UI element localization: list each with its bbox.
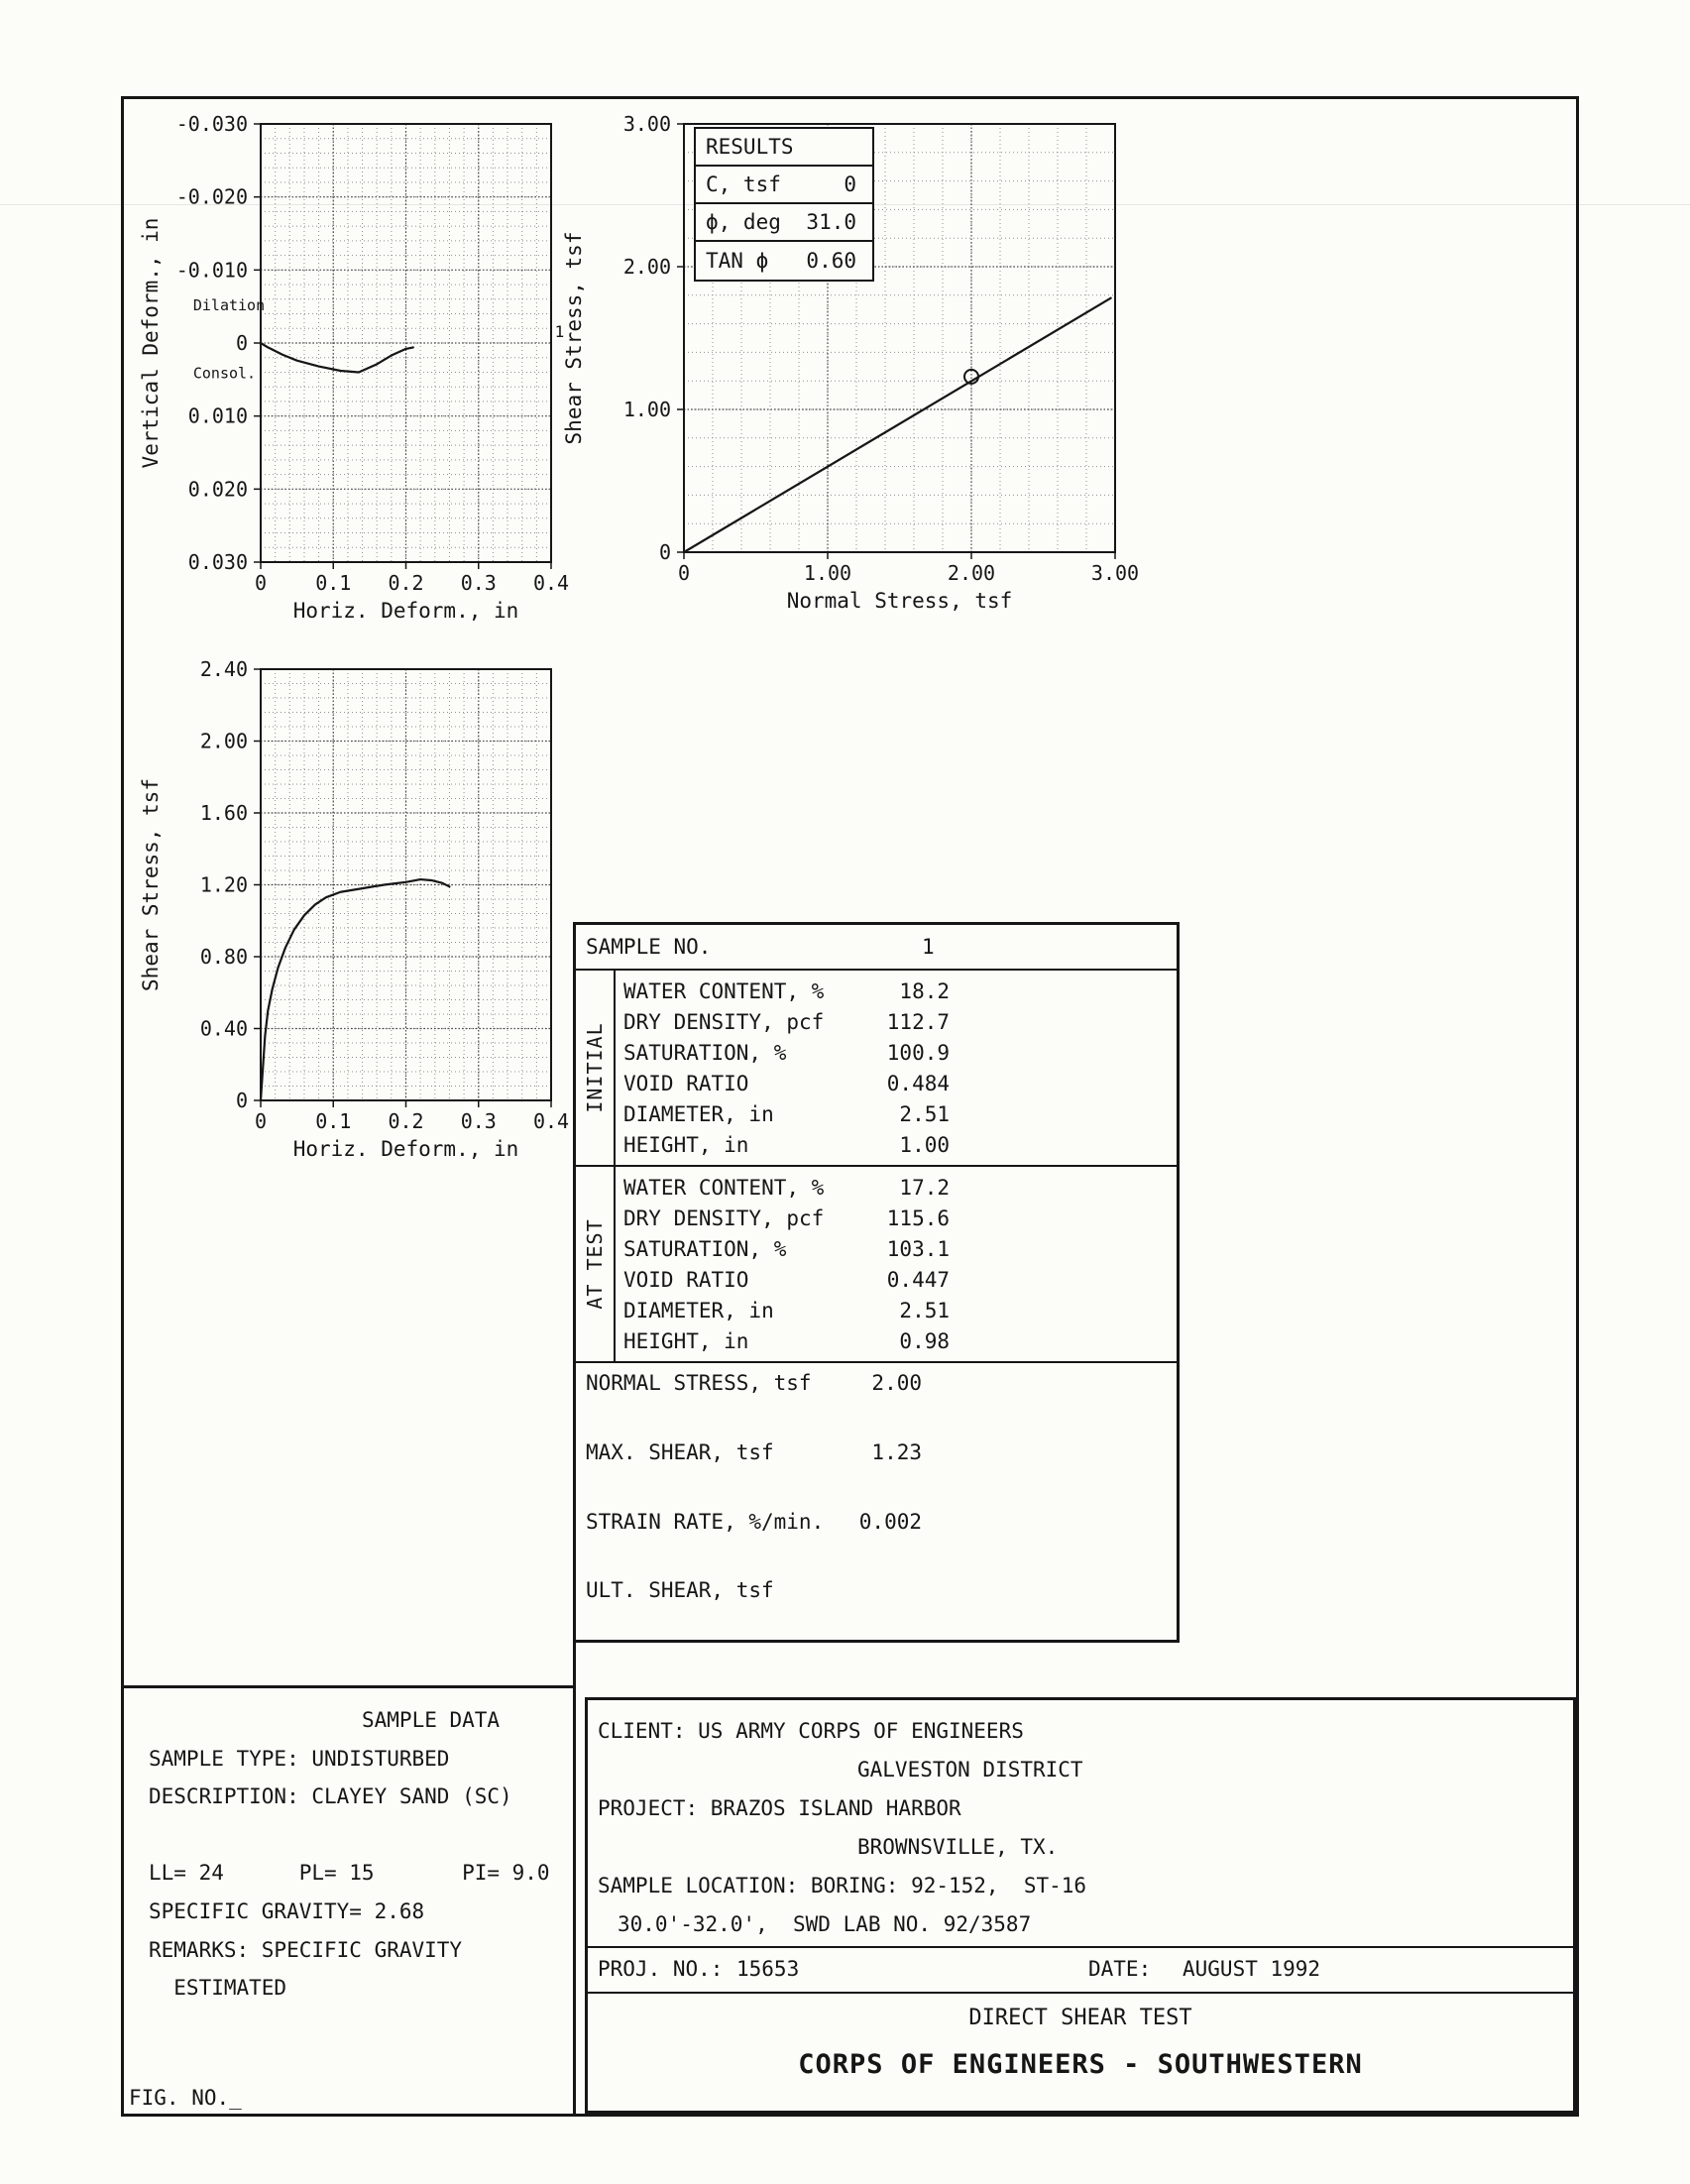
svg-text:1.20: 1.20 [199, 872, 248, 897]
project-line: PROJECT: BRAZOS ISLAND HARBOR [598, 1796, 961, 1820]
row-value: 0.484 [886, 1071, 950, 1095]
table-row [616, 1006, 1177, 1037]
client-line: CLIENT: US ARMY CORPS OF ENGINEERS [598, 1719, 1024, 1743]
report-titles [588, 1994, 1573, 2080]
row-label: DIAMETER, in [623, 1298, 774, 1322]
table-row [616, 1325, 1177, 1356]
project-number-row [588, 1948, 1573, 1994]
row-value: 18.2 [899, 978, 950, 1003]
table-row [616, 1233, 1177, 1264]
client-district-line: GALVESTON DISTRICT [857, 1758, 1083, 1782]
sample-data-title: SAMPLE DATA [362, 1708, 501, 1732]
svg-text:0.4: 0.4 [532, 571, 570, 595]
row-label: WATER CONTENT, % [623, 1175, 825, 1200]
svg-text:0.1: 0.1 [315, 571, 352, 595]
svg-text:0.40: 0.40 [199, 1016, 248, 1041]
row-label: HEIGHT, in [623, 1328, 749, 1353]
table-row [616, 1129, 1177, 1160]
phi-value: 31.0 [806, 210, 856, 234]
svg-text:0.010: 0.010 [187, 403, 248, 428]
svg-text:2.00: 2.00 [947, 561, 996, 585]
row-label: DRY DENSITY, pcf [623, 1206, 825, 1230]
tan-phi-value: 0.60 [806, 249, 856, 273]
table-row [616, 1295, 1177, 1325]
svg-text:0: 0 [677, 561, 691, 585]
organization-title: CORPS OF ENGINEERS - SOUTHWESTERN [798, 2049, 1363, 2080]
cohesion-value: 0 [844, 172, 856, 196]
at-test-rotated-label: AT TEST [583, 1218, 607, 1310]
svg-text:2.40: 2.40 [199, 657, 248, 681]
svg-text:1.00: 1.00 [803, 561, 852, 585]
sample-results-table [573, 922, 1180, 1643]
at-test-rows [616, 1167, 1177, 1361]
row-label: MAX. SHEAR, tsf [586, 1439, 774, 1464]
row-value: 0.002 [858, 1509, 922, 1534]
row-value: 103.1 [886, 1236, 950, 1261]
results-title [696, 129, 872, 167]
svg-text:0.80: 0.80 [199, 945, 248, 969]
table-row [616, 976, 1177, 1006]
project-city-line: BROWNSVILLE, TX. [857, 1835, 1059, 1859]
sample-no-label: SAMPLE NO. [586, 935, 712, 959]
svg-text:3.00: 3.00 [622, 112, 671, 136]
sample-location-line: SAMPLE LOCATION: BORING: 92-152, ST-16 [598, 1874, 1087, 1897]
svg-text:0.020: 0.020 [187, 477, 248, 502]
description-line: DESCRIPTION: CLAYEY SAND (SC) [149, 1784, 512, 1809]
proj-no-label: PROJ. NO.: [598, 1957, 724, 1981]
table-row [616, 1037, 1177, 1068]
vertical-deformation-chart [129, 99, 605, 639]
row-value: 112.7 [886, 1009, 950, 1034]
svg-text:1.60: 1.60 [199, 801, 248, 825]
results-title-label: RESULTS [706, 135, 794, 159]
row-label: DRY DENSITY, pcf [623, 1009, 825, 1034]
test-title: DIRECT SHEAR TEST [968, 2006, 1192, 2030]
at-test-block [576, 1167, 1177, 1363]
initial-side-label [576, 971, 616, 1165]
table-row [616, 1098, 1177, 1129]
row-value: 1.23 [871, 1439, 922, 1464]
svg-text:0.4: 0.4 [532, 1109, 570, 1133]
row-value: 0.98 [899, 1328, 950, 1353]
sample-type-line: SAMPLE TYPE: UNDISTURBED [149, 1746, 450, 1771]
table-row [616, 1264, 1177, 1295]
svg-text:0.3: 0.3 [460, 1109, 497, 1133]
svg-text:1: 1 [554, 322, 565, 342]
results-row-phi [696, 204, 872, 242]
svg-text:Dilation: Dilation [192, 295, 266, 314]
atterberg-limits-line: LL= 24 PL= 15 PI= 9.0 [149, 1861, 550, 1886]
svg-text:Shear Stress, tsf: Shear Stress, tsf [562, 231, 586, 445]
svg-text:Horiz. Deform., in: Horiz. Deform., in [292, 599, 519, 623]
svg-text:1.00: 1.00 [622, 398, 671, 421]
row-value: 115.6 [886, 1206, 950, 1230]
svg-text:Horiz. Deform., in: Horiz. Deform., in [292, 1137, 519, 1161]
date-label: DATE: [1088, 1957, 1152, 1981]
figure-number-label: FIG. NO._ [129, 2086, 242, 2110]
svg-text:0: 0 [235, 1089, 248, 1112]
proj-no-value: 15653 [736, 1957, 800, 1981]
row-label: DIAMETER, in [623, 1101, 774, 1126]
sample-no-value: 1 [922, 935, 935, 959]
title-block [585, 1697, 1576, 2114]
initial-rows [616, 971, 1177, 1165]
svg-text:3.00: 3.00 [1090, 561, 1140, 585]
remarks-line-2: ESTIMATED [149, 1976, 287, 2001]
svg-text:0.2: 0.2 [388, 1109, 424, 1133]
max-shear-row [576, 1433, 1177, 1502]
table-row [616, 1068, 1177, 1098]
normal-stress-row [576, 1363, 1177, 1433]
svg-text:-0.020: -0.020 [175, 184, 248, 209]
svg-text:Vertical Deform., in: Vertical Deform., in [139, 217, 163, 469]
svg-text:0.1: 0.1 [315, 1109, 352, 1133]
svg-text:Consol.: Consol. [192, 364, 257, 383]
svg-text:0: 0 [254, 1109, 268, 1133]
row-value: 17.2 [899, 1175, 950, 1200]
results-table [694, 127, 874, 282]
date-value: AUGUST 1992 [1183, 1957, 1321, 1981]
horizontal-divider [121, 1685, 573, 1688]
svg-text:0.030: 0.030 [187, 550, 248, 574]
cohesion-label: C, tsf [706, 172, 781, 196]
tan-phi-label: TAN ϕ [706, 249, 769, 273]
svg-text:Shear Stress, tsf: Shear Stress, tsf [139, 778, 163, 991]
svg-text:-0.010: -0.010 [175, 258, 248, 283]
svg-text:0: 0 [235, 331, 248, 355]
row-value: 2.00 [871, 1371, 922, 1395]
row-label: SATURATION, % [623, 1236, 787, 1261]
table-row [616, 1172, 1177, 1203]
svg-text:2.00: 2.00 [622, 255, 671, 279]
summary-rows [576, 1363, 1177, 1640]
sample-depth-line: 30.0'-32.0', SWD LAB NO. 92/3587 [618, 1912, 1032, 1936]
row-value: 2.51 [899, 1101, 950, 1126]
sample-no-row [576, 925, 1177, 971]
row-label: HEIGHT, in [623, 1132, 749, 1157]
sample-data-block [129, 1701, 573, 2008]
shear-stress-deformation-chart [129, 642, 605, 1183]
svg-text:2.00: 2.00 [199, 729, 248, 753]
phi-label: ϕ, deg [706, 210, 781, 234]
row-value: 2.51 [899, 1298, 950, 1322]
initial-block [576, 971, 1177, 1167]
row-value: 0.447 [886, 1267, 950, 1292]
svg-text:0: 0 [254, 571, 268, 595]
initial-rotated-label: INITIAL [583, 1022, 607, 1113]
specific-gravity-line: SPECIFIC GRAVITY= 2.68 [149, 1898, 425, 1923]
results-row-cohesion [696, 167, 872, 204]
results-row-tan-phi [696, 242, 872, 280]
svg-text:0: 0 [658, 540, 671, 564]
ult-shear-row [576, 1570, 1177, 1640]
row-value: 100.9 [886, 1040, 950, 1065]
svg-text:Normal Stress, tsf: Normal Stress, tsf [786, 589, 1013, 613]
project-info-section [588, 1700, 1573, 1948]
svg-text:0.2: 0.2 [388, 571, 424, 595]
row-label: ULT. SHEAR, tsf [586, 1578, 774, 1603]
row-label: VOID RATIO [623, 1071, 749, 1095]
table-row [616, 1203, 1177, 1233]
svg-text:0.3: 0.3 [460, 571, 497, 595]
row-label: STRAIN RATE, %/min. [586, 1509, 825, 1534]
row-label: WATER CONTENT, % [623, 978, 825, 1003]
remarks-line-1: REMARKS: SPECIFIC GRAVITY [149, 1937, 463, 1962]
spacer [129, 1816, 573, 1855]
svg-text:-0.030: -0.030 [175, 112, 248, 136]
at-test-side-label [576, 1167, 616, 1361]
row-label: VOID RATIO [623, 1267, 749, 1292]
row-label: NORMAL STRESS, tsf [586, 1371, 812, 1395]
row-value: 1.00 [899, 1132, 950, 1157]
row-label: SATURATION, % [623, 1040, 787, 1065]
strain-rate-row [576, 1502, 1177, 1571]
